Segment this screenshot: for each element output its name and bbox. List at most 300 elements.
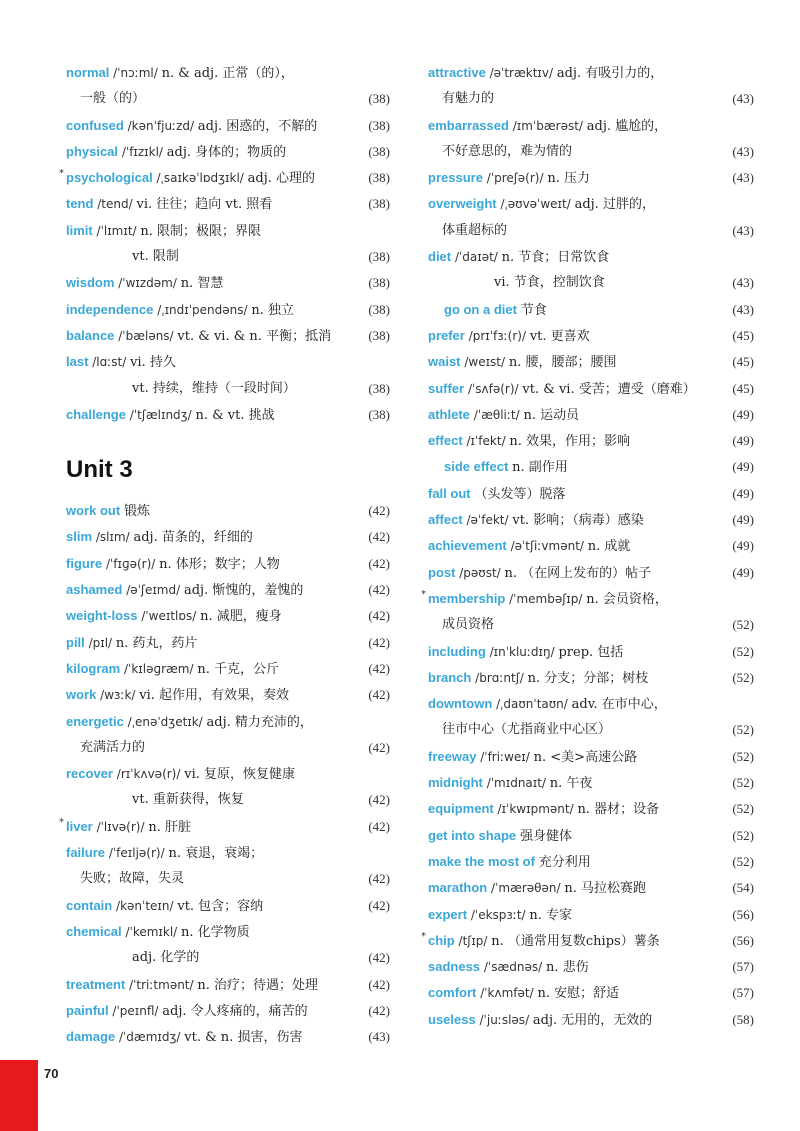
page-accent-block (0, 1060, 38, 1131)
headword: pressure (428, 170, 483, 186)
headword: fall out (428, 485, 471, 501)
definition: n. 独立 (251, 302, 294, 318)
vocab-entry (428, 60, 754, 86)
phonetic: /ˈpreʃə(r)/ (482, 171, 548, 186)
phonetic: /ˈfɪzɪkl/ (118, 144, 167, 159)
definition: n. 衰退，衰竭； (168, 846, 264, 862)
phonetic: /ˈmærəθən/ (487, 881, 565, 896)
page-ref: (52) (732, 748, 754, 764)
phonetic: /ˈmembəʃɪp/ (505, 591, 587, 606)
vocab-entry (66, 498, 390, 524)
phonetic: /ˈfeɪljə(r)/ (105, 846, 169, 861)
page-ref: (42) (368, 608, 390, 624)
definition: 锻炼 (124, 504, 151, 520)
vocab-entry (428, 612, 754, 638)
page-ref: (42) (368, 897, 390, 913)
vocab-entry (66, 376, 390, 402)
phonetic: /ˈweɪtlɒs/ (137, 609, 201, 624)
phonetic: /ˈpeɪnfl/ (108, 1003, 163, 1018)
vocab-entry (66, 524, 390, 550)
page-ref: (38) (368, 91, 390, 107)
vocab-entry (428, 691, 754, 717)
phonetic: /ˈbæləns/ (114, 328, 178, 343)
page-ref: (42) (368, 739, 390, 755)
definition: n. 减肥，瘦身 (200, 609, 282, 625)
phonetic: /ˈfriːweɪ/ (476, 749, 534, 764)
vocab-entry (428, 823, 754, 849)
phonetic: /ˈwɪzdəm/ (114, 276, 181, 291)
vocab-entry (428, 428, 754, 454)
definition: n. 效果，作用；影响 (509, 434, 631, 450)
definition: adj. 过胖的， (574, 197, 655, 213)
page-ref: (42) (368, 582, 390, 598)
vocab-entry (66, 60, 390, 86)
headword: embarrassed (428, 117, 509, 133)
definition: vt. & vi. 受苦；遭受（磨难） (522, 381, 696, 397)
headword: pill (66, 634, 85, 650)
asterisk-mark: * (59, 816, 64, 828)
page-ref: (42) (368, 818, 390, 834)
headword: equipment (428, 801, 494, 817)
page-ref: (52) (732, 669, 754, 685)
definition: n. 压力 (547, 171, 590, 187)
vocab-entry (66, 945, 390, 971)
headword: side effect (444, 459, 509, 475)
definition: adj. 身体的；物质的 (166, 144, 287, 160)
phonetic: /ˈfɪɡə(r)/ (102, 556, 160, 571)
headword: go on a diet (444, 301, 517, 317)
phonetic: /ˈæθliːt/ (469, 407, 524, 422)
phonetic: /tʃɪp/ (454, 933, 492, 948)
definition: n. <美>高速公路 (533, 749, 638, 765)
phonetic: /ˈsædnəs/ (480, 960, 546, 975)
vocab-entry (428, 402, 754, 428)
vocab-entry (59, 814, 390, 840)
asterisk-mark: * (421, 930, 426, 942)
page-ref: (56) (732, 932, 754, 948)
phonetic: /rɪˈkʌvə(r)/ (112, 767, 185, 782)
definition: n. 运动员 (523, 407, 580, 423)
vocab-entry (428, 297, 754, 323)
definition: n. 限制；极限；界限 (140, 223, 262, 239)
vocab-entry (428, 849, 754, 875)
headword: slim (66, 529, 93, 545)
page-ref: (38) (368, 170, 390, 186)
page-ref: (42) (368, 503, 390, 519)
entry-continuation: 体重超标的 (442, 222, 508, 238)
page-ref: (42) (368, 660, 390, 676)
entry-list-unit (59, 498, 390, 1050)
vocab-entry (66, 761, 390, 787)
headword: tend (66, 196, 94, 212)
definition: vi. 往往；趋向 vt. 照看 (136, 197, 273, 213)
definition: n. & vt. 挑战 (195, 407, 275, 423)
vocab-entry (66, 682, 390, 708)
page-ref: (49) (732, 406, 754, 422)
page-ref: (52) (732, 775, 754, 791)
definition: adv. 在市中心， (571, 697, 667, 713)
definition: n. 器材；设备 (577, 802, 660, 818)
page-ref: (52) (732, 853, 754, 869)
page-ref: (42) (368, 976, 390, 992)
vocab-entry (66, 840, 390, 866)
phonetic: /ˈtriːtmənt/ (125, 977, 198, 992)
vocab-entry (428, 349, 754, 375)
page-ref: (49) (732, 512, 754, 528)
headword: independence (66, 301, 154, 317)
unit-title: Unit 3 (66, 456, 133, 484)
headword: ashamed (66, 582, 123, 598)
phonetic: /ˈkɪləɡræm/ (120, 661, 198, 676)
definition: prep. 包括 (558, 644, 624, 660)
definition: n. 悲伤 (545, 960, 589, 976)
definition: n. 化学物质 (181, 924, 250, 940)
vocab-entry (428, 139, 754, 165)
page-ref: (38) (368, 301, 390, 317)
vocab-entry (66, 866, 390, 892)
headword: diet (428, 249, 452, 265)
headword: wisdom (66, 275, 115, 291)
phonetic: /lɑːst/ (88, 355, 131, 370)
definition: n. （通常用复数chips）薯条 (491, 933, 660, 949)
vocab-entry (428, 980, 754, 1006)
entry-continuation: 失败；故障，失灵 (80, 871, 185, 887)
definition: adj. 惭愧的，羞愧的 (183, 583, 304, 599)
phonetic: /pɪl/ (84, 635, 116, 650)
vocab-entry (66, 709, 390, 735)
vocab-entry (66, 191, 390, 217)
vocab-entry (66, 603, 390, 629)
phonetic: /ˌəʊvəˈweɪt/ (496, 197, 575, 212)
definition: n. & adj. 正常（的）， (161, 66, 294, 81)
page-ref: (38) (368, 117, 390, 133)
vocab-entry (428, 507, 754, 533)
page-ref: (42) (368, 1002, 390, 1018)
page-ref: (45) (732, 354, 754, 370)
headword: overweight (428, 196, 497, 212)
page-ref: (52) (732, 827, 754, 843)
entry-continuation: vi. 节食，控制饮食 (494, 275, 605, 291)
page-ref: (45) (732, 380, 754, 396)
vocab-entry (66, 551, 390, 577)
vocab-entry (428, 270, 754, 296)
headword: contain (66, 897, 113, 913)
vocab-entry (66, 972, 390, 998)
headword: failure (66, 845, 106, 861)
vocab-entry (66, 919, 390, 945)
headword: liver (66, 818, 93, 834)
headword: figure (66, 555, 103, 571)
vocab-entry (428, 218, 754, 244)
headword: downtown (428, 696, 493, 712)
phonetic: /ɪˈkwɪpmənt/ (493, 802, 578, 817)
definition: n. 节食；日常饮食 (501, 250, 610, 266)
page-ref: (42) (368, 792, 390, 808)
page-ref: (42) (368, 555, 390, 571)
definition: 强身健体 (519, 828, 572, 844)
definition: n. 治疗；待遇；处理 (197, 977, 319, 993)
headword: waist (428, 354, 461, 370)
vocab-entry (421, 928, 754, 954)
entry-continuation: vt. 持续，维持（一段时间） (132, 380, 296, 396)
headword: damage (66, 1029, 116, 1045)
vocab-entry (66, 218, 390, 244)
headword: psychological (66, 170, 153, 186)
phonetic: /kənˈfjuːzd/ (123, 118, 198, 133)
vocab-entry (66, 244, 390, 270)
vocab-entry (66, 297, 390, 323)
page-ref: (45) (732, 327, 754, 343)
page-ref: (43) (732, 275, 754, 291)
phonetic: /ˈekspɜːt/ (467, 907, 530, 922)
page-ref: (57) (732, 985, 754, 1001)
right-column (421, 60, 754, 1033)
definition: n. （在网上发布的）帖子 (504, 565, 652, 581)
vocab-entry (66, 86, 390, 112)
page-ref: (43) (732, 301, 754, 317)
phonetic: /ˈlɪmɪt/ (92, 223, 141, 238)
page-ref: (43) (732, 170, 754, 186)
vocab-entry (66, 349, 390, 375)
phonetic: /ˌenəˈdʒetɪk/ (123, 714, 207, 729)
definition: n. 午夜 (549, 776, 593, 792)
definition: 节食 (520, 302, 547, 318)
definition: adj. 苗条的，纤细的 (133, 530, 253, 546)
vocab-entry (66, 270, 390, 296)
page-ref: (43) (368, 1029, 390, 1045)
phonetic: /slɪm/ (92, 530, 134, 545)
vocab-entry (66, 402, 390, 428)
definition: n. 副作用 (512, 460, 568, 476)
definition: n. 会员资格， (586, 591, 668, 607)
phonetic: /ˈkemɪkl/ (121, 924, 182, 939)
page-ref: (38) (368, 143, 390, 159)
vocab-entry (428, 770, 754, 796)
phonetic: /prɪˈfɜː(r)/ (464, 328, 530, 343)
vocab-entry (428, 560, 754, 586)
page-ref: (54) (732, 880, 754, 896)
headword: useless (428, 1011, 476, 1027)
headword: physical (66, 143, 119, 159)
phonetic: /ˈdaɪət/ (451, 250, 502, 265)
definition: n. 专家 (529, 907, 573, 923)
headword: last (66, 354, 89, 370)
phonetic: /ˌɪndɪˈpendəns/ (153, 302, 252, 317)
headword: branch (428, 669, 472, 685)
vocab-entry (428, 954, 754, 980)
page-ref: (43) (732, 91, 754, 107)
phonetic: /pəʊst/ (455, 565, 505, 580)
headword: chemical (66, 923, 122, 939)
vocab-entry (428, 875, 754, 901)
headword: effect (428, 433, 463, 449)
definition: adj. 有吸引力的， (556, 66, 664, 81)
page-ref: (43) (732, 222, 754, 238)
page-ref: (38) (368, 196, 390, 212)
vocab-entry (66, 998, 390, 1024)
vocab-entry (66, 577, 390, 603)
entry-continuation: 充满活力的 (80, 739, 146, 755)
vocab-entry (428, 376, 754, 402)
page-ref: (42) (368, 529, 390, 545)
phonetic: /ˈkʌmfət/ (476, 986, 538, 1001)
entry-continuation: 有魅力的 (442, 91, 495, 107)
page-ref: (49) (732, 564, 754, 580)
page-ref: (38) (368, 249, 390, 265)
asterisk-mark: * (421, 588, 426, 600)
headword: sadness (428, 959, 481, 975)
definition: n. 体形；数字；人物 (159, 556, 280, 572)
headword: athlete (428, 406, 470, 422)
definition: vt. 包含；容纳 (177, 898, 264, 914)
vocab-entry (428, 533, 754, 559)
headword: prefer (428, 327, 465, 343)
phonetic: /tend/ (93, 197, 137, 212)
vocab-entry (428, 86, 754, 112)
phonetic: /ɪnˈkluːdɪŋ/ (485, 644, 559, 659)
vocab-entry (428, 191, 754, 217)
vocab-entry (66, 735, 390, 761)
phonetic: /ˈdæmɪdʒ/ (115, 1030, 185, 1045)
vocab-entry (428, 113, 754, 139)
entry-continuation: 往市中心（尤指商业中心区） (442, 722, 612, 738)
definition: vi. 复原，恢复健康 (184, 767, 296, 783)
headword: marathon (428, 880, 488, 896)
headword: balance (66, 327, 115, 343)
phonetic: /brɑːntʃ/ (471, 670, 528, 685)
vocab-entry (421, 586, 754, 612)
headword: attractive (428, 65, 486, 80)
page-ref: (52) (732, 722, 754, 738)
page-ref: (38) (368, 380, 390, 396)
entry-continuation: 成员资格 (442, 617, 495, 633)
phonetic: /kənˈteɪn/ (112, 898, 178, 913)
headword: weight-loss (66, 608, 138, 624)
definition: adj. 无用的，无效的 (532, 1012, 653, 1028)
definition: adj. 令人疼痛的，痛苦的 (162, 1003, 308, 1019)
headword: energetic (66, 713, 124, 729)
headword: freeway (428, 748, 477, 764)
entry-continuation: vt. 限制 (132, 249, 179, 265)
entry-list-top (59, 60, 390, 428)
vocab-entry (428, 639, 754, 665)
headword: limit (66, 222, 93, 238)
definition: vi. 持久 (130, 355, 176, 371)
entry-continuation: vt. 重新获得，恢复 (132, 792, 244, 808)
page-ref: (57) (732, 959, 754, 975)
headword: expert (428, 906, 468, 922)
definition: 充分利用 (538, 854, 591, 870)
headword: normal (66, 65, 110, 80)
definition: n. 马拉松赛跑 (564, 881, 647, 897)
definition: vi. 起作用，有效果，奏效 (139, 688, 290, 704)
page-ref: (52) (732, 617, 754, 633)
page-ref: (49) (732, 485, 754, 501)
vocab-entry (428, 902, 754, 928)
vocab-entry (428, 717, 754, 743)
vocab-entry (66, 656, 390, 682)
page-ref: (38) (368, 406, 390, 422)
headword: membership (428, 590, 506, 606)
phonetic: /ˈjuːsləs/ (475, 1012, 533, 1027)
headword: recover (66, 766, 113, 782)
vocab-entry (428, 481, 754, 507)
headword: challenge (66, 406, 126, 422)
definition: adj. 困惑的，不解的 (197, 118, 318, 134)
phonetic: /ɪˈfekt/ (462, 434, 510, 449)
vocab-entry (66, 893, 390, 919)
vocab-entry (66, 1024, 390, 1050)
definition: adj. 尴尬的， (586, 118, 668, 134)
page-ref: (56) (732, 906, 754, 922)
definition: adj. 精力充沛的， (206, 714, 313, 730)
phonetic: /ˈnɔːml/ (109, 66, 162, 80)
left-column (59, 60, 390, 1050)
definition: n. 腰，腰部；腰围 (508, 355, 617, 371)
entry-continuation: 一般（的） (80, 91, 146, 107)
vocab-entry (66, 323, 390, 349)
vocab-entry (66, 787, 390, 813)
vocab-entry (428, 744, 754, 770)
phonetic: /ˌsaɪkəˈlɒdʒɪkl/ (152, 171, 248, 186)
headword: kilogram (66, 660, 121, 676)
headword: make the most of (428, 853, 535, 869)
phonetic: /əˈfekt/ (462, 513, 513, 528)
phonetic: /wɜːk/ (96, 688, 140, 703)
definition: n. 肝脏 (148, 819, 191, 835)
definition: vt. 影响；（病毒）感染 (512, 513, 644, 529)
vocab-entry (428, 796, 754, 822)
phonetic: /weɪst/ (460, 355, 509, 370)
phonetic: /ˈmɪdnaɪt/ (482, 776, 550, 791)
headword: work out (66, 503, 121, 519)
phonetic: /əˈʃeɪmd/ (122, 583, 184, 598)
headword: post (428, 564, 456, 580)
page-ref: (52) (732, 801, 754, 817)
page-ref: (42) (368, 687, 390, 703)
vocab-entry (428, 454, 754, 480)
phonetic: /ˌdaʊnˈtaʊn/ (492, 697, 572, 712)
phonetic: /ˈtʃælɪndʒ/ (125, 407, 196, 422)
definition: n. 药丸，药片 (115, 635, 198, 651)
page-ref: (52) (732, 643, 754, 659)
phonetic: /ˈlɪvə(r)/ (92, 819, 149, 834)
headword: achievement (428, 538, 507, 554)
headword: affect (428, 512, 463, 528)
headword: midnight (428, 775, 483, 791)
page-ref: (42) (368, 871, 390, 887)
vocab-entry (59, 165, 390, 191)
entry-list-right (421, 60, 754, 1033)
page-number: 70 (44, 1066, 59, 1081)
headword: chip (428, 932, 455, 948)
page-ref: (43) (732, 143, 754, 159)
page-ref: (38) (368, 327, 390, 343)
headword: work (66, 687, 97, 703)
vocab-entry (428, 244, 754, 270)
vocab-entry (66, 113, 390, 139)
vocab-entry (428, 1007, 754, 1033)
phonetic: /ɪmˈbærəst/ (508, 118, 587, 133)
definition: n. 安慰；舒适 (537, 986, 620, 1002)
headword: comfort (428, 985, 477, 1001)
entry-continuation: 不好意思的，难为情的 (442, 143, 573, 159)
page-ref: (38) (368, 275, 390, 291)
page-ref: (49) (732, 433, 754, 449)
vocab-entry (428, 665, 754, 691)
phonetic: /ˈsʌfə(r)/ (464, 381, 523, 396)
entry-continuation: adj. 化学的 (132, 950, 200, 966)
